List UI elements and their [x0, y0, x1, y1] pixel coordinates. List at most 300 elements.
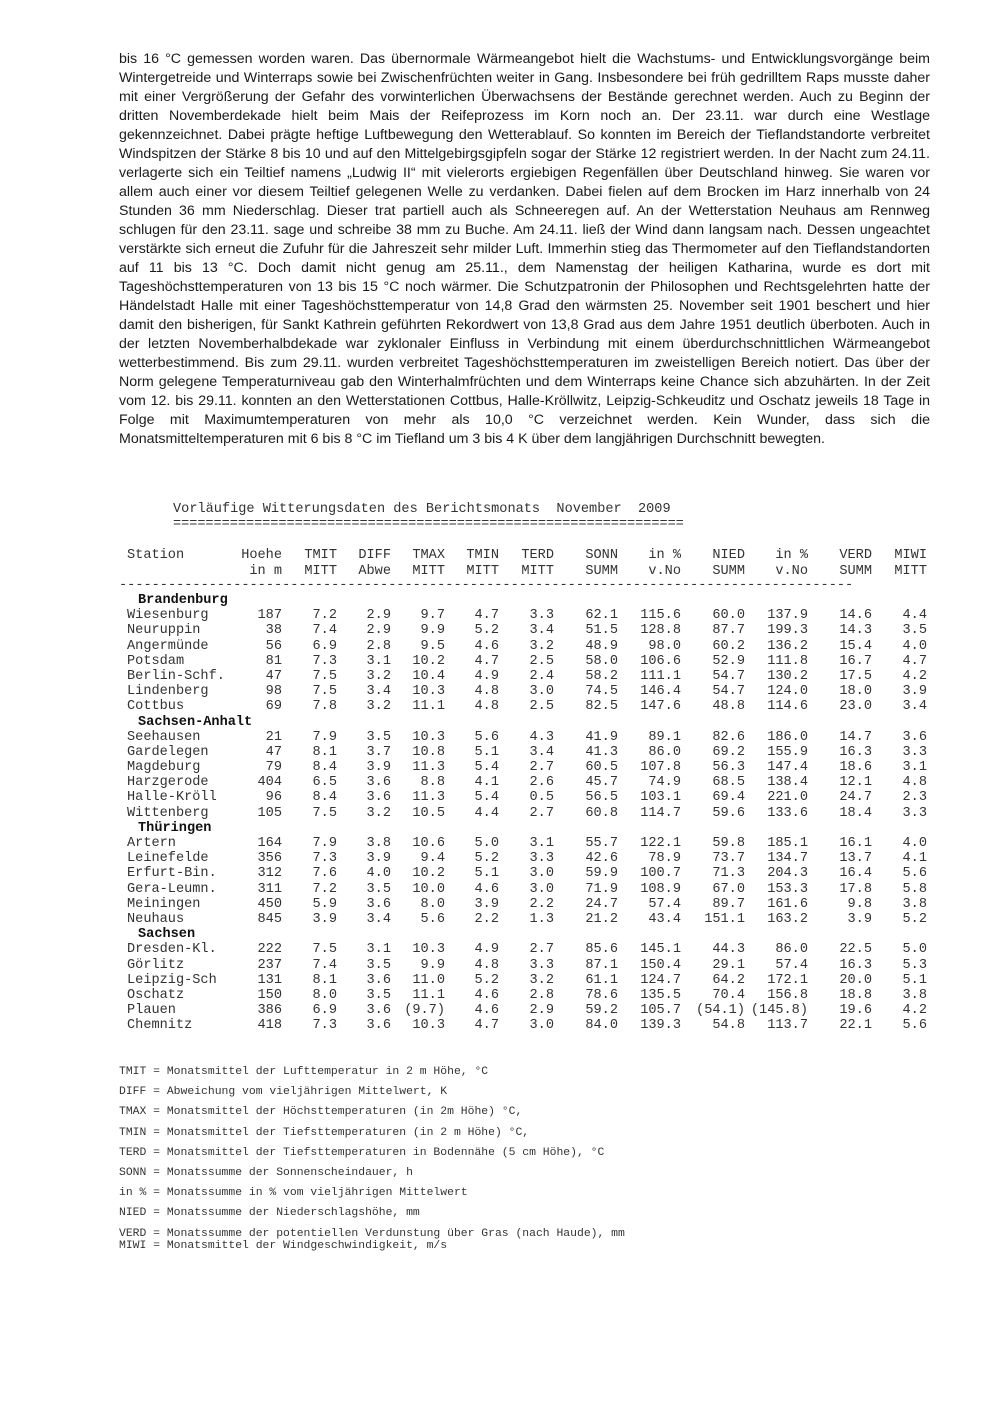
cell-sonn-pct: 98.0: [648, 638, 681, 654]
cell-diff: 3.1: [366, 942, 391, 958]
cell-nied: 29.1: [712, 957, 745, 973]
cell-tmin: 5.6: [474, 729, 499, 745]
cell-terd: 2.6: [529, 775, 554, 791]
cell-nied-pct: 156.8: [767, 987, 808, 1003]
cell-tmit: 7.3: [312, 851, 337, 867]
cell-station: Harzgerode: [127, 775, 209, 791]
cell-nied-pct: 111.8: [767, 653, 808, 669]
cell-terd: 1.3: [529, 911, 554, 927]
cell-diff: 3.2: [366, 805, 391, 821]
cell-miwi: 3.3: [902, 744, 927, 760]
cell-tmax: 10.2: [412, 866, 445, 882]
cell-verd: 16.1: [839, 836, 872, 851]
cell-hoehe: 69: [265, 699, 282, 715]
cell-verd: 14.7: [839, 729, 872, 745]
cell-station: Chemnitz: [127, 1018, 193, 1034]
cell-nied: (54.1): [696, 1003, 745, 1019]
cell-sonn: 60.8: [585, 805, 618, 821]
cell-station: Wiesenburg: [127, 608, 209, 624]
header-tmax-label: TMAX: [412, 548, 445, 563]
cell-terd: 2.7: [529, 805, 554, 821]
cell-hoehe: 56: [265, 638, 282, 654]
cell-sonn: 59.9: [585, 866, 618, 882]
cell-terd: 2.9: [529, 1003, 554, 1019]
cell-nied: 48.8: [712, 699, 745, 715]
cell-sonn: 21.2: [585, 911, 618, 927]
cell-verd: 16.4: [839, 866, 872, 882]
header-sonn-pct-label: in %: [648, 548, 681, 563]
cell-diff: 3.6: [366, 1018, 391, 1034]
cell-tmin: 4.7: [474, 608, 499, 624]
cell-sonn: 41.3: [585, 744, 618, 760]
cell-station: Artern: [127, 836, 176, 851]
table-row: [119, 760, 931, 775]
cell-tmin: 4.8: [474, 699, 499, 715]
table-row: [119, 790, 931, 805]
cell-tmit: 6.9: [312, 638, 337, 654]
cell-sonn-pct: 105.7: [640, 1003, 681, 1019]
cell-nied-pct: 137.9: [767, 608, 808, 624]
table-row: [119, 639, 931, 654]
table-row: [119, 882, 931, 897]
cell-tmax: 10.8: [412, 744, 445, 760]
header-sonn-pct-unit: v.No: [648, 563, 681, 579]
cell-nied: 67.0: [712, 881, 745, 897]
cell-nied: 73.7: [712, 851, 745, 867]
cell-miwi: 3.5: [902, 623, 927, 639]
cell-sonn: 82.5: [585, 699, 618, 715]
cell-tmax: 10.4: [412, 668, 445, 684]
cell-sonn-pct: 74.9: [648, 775, 681, 791]
cell-nied-pct: 133.6: [767, 805, 808, 821]
cell-terd: 3.4: [529, 623, 554, 639]
cell-sonn-pct: 150.4: [640, 957, 681, 973]
header-nied-label: NIED: [712, 548, 745, 563]
header-tmin-label: TMIN: [466, 548, 499, 563]
cell-sonn: 61.1: [585, 972, 618, 988]
table-row: [119, 851, 931, 866]
cell-tmax: 10.5: [412, 805, 445, 821]
cell-tmit: 7.5: [312, 668, 337, 684]
cell-tmin: 5.2: [474, 851, 499, 867]
cell-nied: 56.3: [712, 760, 745, 776]
cell-tmit: 7.9: [312, 836, 337, 851]
cell-tmit: 7.9: [312, 729, 337, 745]
cell-miwi: 5.6: [902, 866, 927, 882]
cell-miwi: 5.2: [902, 911, 927, 927]
cell-sonn: 55.7: [585, 836, 618, 851]
cell-sonn-pct: 128.8: [640, 623, 681, 639]
cell-tmax: 9.4: [420, 851, 445, 867]
cell-tmax: 10.3: [412, 684, 445, 700]
cell-hoehe: 47: [265, 668, 282, 684]
cell-station: Erfurt-Bin.: [127, 866, 217, 882]
cell-miwi: 4.2: [902, 1003, 927, 1019]
cell-miwi: 4.0: [902, 836, 927, 851]
table-row: [119, 608, 931, 623]
cell-sonn-pct: 135.5: [640, 987, 681, 1003]
cell-tmit: 8.4: [312, 760, 337, 776]
body-text: [119, 50, 930, 449]
cell-sonn: 62.1: [585, 608, 618, 624]
cell-station: Magdeburg: [127, 760, 201, 776]
table-row: [119, 699, 931, 714]
cell-tmin: 5.2: [474, 623, 499, 639]
cell-verd: 16.7: [839, 653, 872, 669]
header-tmax-unit: MITT: [412, 563, 445, 579]
cell-station: Halle-Kröll: [127, 790, 217, 806]
cell-verd: 16.3: [839, 957, 872, 973]
cell-sonn: 45.7: [585, 775, 618, 791]
table-row: [119, 988, 931, 1003]
cell-tmin: 5.4: [474, 790, 499, 806]
cell-nied-pct: (145.8): [750, 1003, 808, 1019]
cell-nied-pct: 155.9: [767, 744, 808, 760]
legend-line: TERD = Monatsmittel der Tiefsttemperaturen in Bodennähe (5 cm Höhe), °C: [119, 1146, 605, 1159]
cell-nied: 54.7: [712, 684, 745, 700]
cell-nied: 52.9: [712, 653, 745, 669]
cell-tmin: 4.7: [474, 653, 499, 669]
cell-sonn: 48.9: [585, 638, 618, 654]
cell-sonn-pct: 111.1: [640, 668, 681, 684]
cell-tmit: 7.2: [312, 608, 337, 624]
cell-tmax: (9.7): [404, 1003, 445, 1019]
legend-line: TMAX = Monatsmittel der Höchsttemperaturen (in 2m Höhe) °C,: [119, 1106, 523, 1119]
cell-tmax: 10.3: [412, 1018, 445, 1034]
header-nied-pct-unit: v.No: [775, 563, 808, 579]
cell-tmit: 3.9: [312, 911, 337, 927]
header-diff-label: DIFF: [358, 548, 391, 563]
cell-tmax: 11.0: [412, 972, 445, 988]
cell-tmax: 11.1: [412, 987, 445, 1003]
cell-tmax: 9.7: [420, 608, 445, 624]
cell-sonn-pct: 114.7: [640, 805, 681, 821]
cell-diff: 3.6: [366, 790, 391, 806]
cell-verd: 22.1: [839, 1018, 872, 1034]
cell-nied-pct: 86.0: [775, 942, 808, 958]
cell-nied: 87.7: [712, 623, 745, 639]
cell-station: Seehausen: [127, 729, 201, 745]
cell-tmax: 10.6: [412, 836, 445, 851]
cell-verd: 23.0: [839, 699, 872, 715]
cell-miwi: 3.6: [902, 729, 927, 745]
region-heading: Thüringen: [138, 820, 212, 836]
legend-line: VERD = Monatssumme der potentiellen Verdunstung über Gras (nach Haude), mm: [119, 1227, 625, 1240]
cell-sonn: 42.6: [585, 851, 618, 867]
cell-nied: 89.7: [712, 896, 745, 912]
cell-nied-pct: 134.7: [767, 851, 808, 867]
cell-sonn: 58.2: [585, 668, 618, 684]
cell-diff: 3.6: [366, 896, 391, 912]
cell-diff: 3.6: [366, 1003, 391, 1019]
cell-sonn-pct: 103.1: [640, 790, 681, 806]
cell-verd: 12.1: [839, 775, 872, 791]
header-terd-label: TERD: [521, 548, 554, 563]
cell-diff: 3.7: [366, 744, 391, 760]
cell-tmin: 5.4: [474, 760, 499, 776]
cell-hoehe: 386: [257, 1003, 282, 1019]
cell-sonn: 74.5: [585, 684, 618, 700]
cell-tmit: 7.5: [312, 805, 337, 821]
cell-verd: 18.0: [839, 684, 872, 700]
cell-sonn: 51.5: [585, 623, 618, 639]
cell-tmit: 5.9: [312, 896, 337, 912]
cell-sonn: 56.5: [585, 790, 618, 806]
cell-verd: 15.4: [839, 638, 872, 654]
cell-sonn: 87.1: [585, 957, 618, 973]
header-tmin-unit: MITT: [466, 563, 499, 579]
cell-diff: 3.5: [366, 881, 391, 897]
cell-tmax: 10.3: [412, 729, 445, 745]
cell-terd: 2.7: [529, 942, 554, 958]
cell-hoehe: 418: [257, 1018, 282, 1034]
cell-tmax: 9.9: [420, 957, 445, 973]
cell-terd: 2.8: [529, 987, 554, 1003]
cell-tmin: 4.8: [474, 684, 499, 700]
cell-verd: 3.9: [847, 911, 872, 927]
header-miwi-label: MIWI: [894, 548, 927, 563]
cell-tmit: 7.3: [312, 1018, 337, 1034]
cell-hoehe: 164: [257, 836, 282, 851]
cell-nied-pct: 113.7: [767, 1018, 808, 1034]
cell-nied-pct: 172.1: [767, 972, 808, 988]
table-title: Vorläufige Witterungsdaten des Berichtsmonats November 2009: [173, 502, 671, 517]
table-row: [119, 836, 931, 851]
cell-station: Oschatz: [127, 987, 185, 1003]
cell-tmit: 8.1: [312, 744, 337, 760]
cell-station: Berlin-Schf.: [127, 668, 225, 684]
cell-station: Gardelegen: [127, 744, 209, 760]
cell-terd: 2.5: [529, 699, 554, 715]
cell-diff: 3.6: [366, 775, 391, 791]
cell-miwi: 4.1: [902, 851, 927, 867]
cell-hoehe: 47: [265, 744, 282, 760]
table-row: [119, 912, 931, 927]
cell-tmin: 4.4: [474, 805, 499, 821]
cell-miwi: 3.9: [902, 684, 927, 700]
cell-terd: 3.4: [529, 744, 554, 760]
cell-diff: 3.2: [366, 699, 391, 715]
cell-nied: 68.5: [712, 775, 745, 791]
cell-hoehe: 845: [257, 911, 282, 927]
cell-tmit: 7.6: [312, 866, 337, 882]
cell-nied: 70.4: [712, 987, 745, 1003]
cell-terd: 3.0: [529, 866, 554, 882]
cell-tmax: 11.1: [412, 699, 445, 715]
table-row: [119, 684, 931, 699]
cell-sonn-pct: 122.1: [640, 836, 681, 851]
cell-nied: 44.3: [712, 942, 745, 958]
cell-sonn-pct: 145.1: [640, 942, 681, 958]
cell-verd: 13.7: [839, 851, 872, 867]
cell-nied-pct: 204.3: [767, 866, 808, 882]
cell-tmit: 7.5: [312, 942, 337, 958]
region-heading: Brandenburg: [138, 593, 228, 608]
header-terd-unit: MITT: [521, 563, 554, 579]
cell-sonn: 71.9: [585, 881, 618, 897]
cell-verd: 14.6: [839, 608, 872, 624]
cell-nied-pct: 161.6: [767, 896, 808, 912]
cell-tmit: 8.4: [312, 790, 337, 806]
cell-miwi: 5.6: [902, 1018, 927, 1034]
cell-diff: 3.4: [366, 684, 391, 700]
cell-verd: 18.4: [839, 805, 872, 821]
body-paragraph: bis 16 °C gemessen worden waren. Das übernormale Wärmeangebot hielt die Wachstums- und Entwicklungsvorgänge beim Wintergetreide und Winterraps sowie bei Zwischenfrüchten weiter in Gang. Insbesondere bei früh gedrilltem Raps musste daher mit einer Vergrößerung der Gefahr des vorwinterlichen Überwachsens der Bestände gerechnet werden. Auch zu Beginn der dritten Novemberdekade hielt beim Mais der Reifeprozess im Korn noch an. Der 23.11. war durch eine Westlage gekennzeichnet. Dabei prägte heftige Luftbewegung den Wetterablauf. So konnten im Bereich der Tieflandstandorte verbreitet Windspitzen der Stärke 8 bis 10 und auf den Mittelgebirgsgipfeln sogar der Stärke 12 registriert werden. In der Nacht zum 24.11. verlagerte sich ein Teiltief namens „Ludwig II“ mit vielerorts ergiebigen Regenfällen über Deutschland hinweg. Sie waren vor allem auch einer vor diesem Teiltief gelegenen Welle zu verdanken. Dabei fielen auf dem Brocken im Harz innerhalb von 24 Stunden 36 mm Niederschlag. Dieser trat partiell auch als Schneeregen auf. An der Wetterstation Neuhaus am Rennweg schlugen für den 23.11. sage und schreibe 38 mm zu Buche. Am 24.11. ließ der Wind dann langsam nach. Dessen ungeachtet verstärkte sich erneut die Zufuhr für die Jahreszeit sehr milder Luft. Immerhin stieg das Thermometer auf den Tieflandstandorten auf 11 bis 13 °C. Doch damit nicht genug am 25.11., dem Namenstag der heiligen Katharina, wurde es dort mit Tageshöchsttemperaturen von 13 bis 15 °C noch wärmer. Die Schutzpatronin der Philosophen und Rechtsgelehrten hatte der Händelstadt Halle mit einer Tageshöchsttemperatur von 14,8 Grad den wärmsten 25. November seit 1901 beschert und hier damit den bisherigen, für Sankt Kathrein geführten Rekordwert von 13,8 Grad aus dem Jahre 1951 deutlich überboten. Auch in der letzten Novemberhalbdekade war zyklonaler Einfluss in Verbindung mit einem überdurchschnittlichen Wärmeangebot wetterbestimmend. Bis zum 29.11. wurden verbreitet Tageshöchsttemperaturen im zweistelligen Bereich notiert. Das über der Norm gelegene Temperaturniveau gab den Winterhalmfrüchten und dem Winterraps keine Chance sich abzuhärten. In der Zeit vom 12. bis 29.11. konnten an den Wetterstationen Cottbus, Halle-Kröllwitz, Leipzig-Schkeuditz und Oschatz jeweils 18 Tage in Folge mit Maximumtemperaturen von mehr als 10,0 °C verzeichnet werden. Kein Wunder, dass sich die Monatsmitteltemperaturen mit 6 bis 8 °C im Tiefland um 3 bis 4 K über dem langjährigen Durchschnitt bewegten.: [119, 51, 930, 447]
cell-sonn-pct: 115.6: [640, 608, 681, 624]
cell-verd: 9.8: [847, 896, 872, 912]
cell-verd: 18.6: [839, 760, 872, 776]
legend-line: SONN = Monatssumme der Sonnenscheindauer, h: [119, 1166, 413, 1179]
cell-terd: 2.4: [529, 668, 554, 684]
cell-terd: 2.7: [529, 760, 554, 776]
cell-nied-pct: 163.2: [767, 911, 808, 927]
legend-line: in % = Monatssumme in % vom vieljährigen Mittelwert: [119, 1187, 468, 1200]
cell-tmit: 7.2: [312, 881, 337, 897]
cell-hoehe: 96: [265, 790, 282, 806]
cell-miwi: 4.7: [902, 653, 927, 669]
cell-verd: 14.3: [839, 623, 872, 639]
cell-verd: 17.5: [839, 668, 872, 684]
table-title-rule: ===============================================================: [173, 517, 684, 532]
cell-hoehe: 79: [265, 760, 282, 776]
cell-diff: 2.9: [366, 623, 391, 639]
cell-terd: 3.3: [529, 608, 554, 624]
cell-terd: 2.5: [529, 653, 554, 669]
table-row: [119, 1018, 931, 1033]
cell-sonn: 78.6: [585, 987, 618, 1003]
cell-nied-pct: 147.4: [767, 760, 808, 776]
table-row: [119, 897, 931, 912]
cell-tmin: 4.7: [474, 1018, 499, 1034]
cell-hoehe: 312: [257, 866, 282, 882]
cell-tmax: 8.8: [420, 775, 445, 791]
cell-station: Wittenberg: [127, 805, 209, 821]
legend-line: NIED = Monatssumme der Niederschlagshöhe, mm: [119, 1207, 420, 1220]
table-row: [119, 669, 931, 684]
cell-nied: 54.7: [712, 668, 745, 684]
cell-miwi: 5.1: [902, 972, 927, 988]
cell-nied-pct: 153.3: [767, 881, 808, 897]
cell-station: Leinefelde: [127, 851, 209, 867]
cell-terd: 3.2: [529, 972, 554, 988]
cell-hoehe: 450: [257, 896, 282, 912]
cell-nied-pct: 114.6: [767, 699, 808, 715]
cell-nied: 59.8: [712, 836, 745, 851]
cell-nied: 60.0: [712, 608, 745, 624]
cell-nied: 82.6: [712, 729, 745, 745]
cell-nied: 69.2: [712, 744, 745, 760]
cell-nied-pct: 185.1: [767, 836, 808, 851]
cell-sonn-pct: 78.9: [648, 851, 681, 867]
cell-tmin: 5.2: [474, 972, 499, 988]
cell-tmin: 3.9: [474, 896, 499, 912]
cell-nied-pct: 138.4: [767, 775, 808, 791]
cell-nied-pct: 130.2: [767, 668, 808, 684]
cell-verd: 20.0: [839, 972, 872, 988]
header-station-label: Station: [127, 548, 185, 563]
cell-miwi: 2.3: [902, 790, 927, 806]
cell-tmin: 4.9: [474, 668, 499, 684]
cell-terd: 4.3: [529, 729, 554, 745]
cell-sonn-pct: 106.6: [640, 653, 681, 669]
cell-sonn-pct: 86.0: [648, 744, 681, 760]
cell-diff: 2.8: [366, 638, 391, 654]
cell-hoehe: 237: [257, 957, 282, 973]
cell-diff: 3.6: [366, 972, 391, 988]
cell-tmax: 8.0: [420, 896, 445, 912]
cell-station: Leipzig-Sch: [127, 972, 217, 988]
table-row: [119, 623, 931, 638]
cell-sonn: 85.6: [585, 942, 618, 958]
cell-station: Cottbus: [127, 699, 185, 715]
cell-nied-pct: 186.0: [767, 729, 808, 745]
cell-tmin: 4.6: [474, 881, 499, 897]
table-row: [119, 866, 931, 881]
cell-nied: 60.2: [712, 638, 745, 654]
cell-station: Meiningen: [127, 896, 201, 912]
table-row: [119, 942, 931, 957]
region-heading: Sachsen: [138, 927, 196, 943]
table-header-row-1: [119, 548, 931, 564]
cell-diff: 3.5: [366, 729, 391, 745]
cell-station: Plauen: [127, 1003, 176, 1019]
cell-verd: 22.5: [839, 942, 872, 958]
cell-verd: 18.8: [839, 987, 872, 1003]
legend-line: MIWI = Monatsmittel der Windgeschwindigkeit, m/s: [119, 1240, 448, 1252]
cell-diff: 3.1: [366, 653, 391, 669]
table-row: [119, 730, 931, 745]
cell-diff: 4.0: [366, 866, 391, 882]
cell-tmax: 10.0: [412, 881, 445, 897]
cell-tmax: 9.5: [420, 638, 445, 654]
cell-nied: 151.1: [704, 911, 745, 927]
header-diff-unit: Abwe: [358, 563, 391, 579]
cell-tmit: 7.5: [312, 684, 337, 700]
cell-hoehe: 105: [257, 805, 282, 821]
cell-tmin: 4.6: [474, 987, 499, 1003]
cell-tmin: 4.6: [474, 638, 499, 654]
cell-miwi: 4.2: [902, 668, 927, 684]
cell-sonn: 24.7: [585, 896, 618, 912]
header-tmit-label: TMIT: [304, 548, 337, 563]
cell-sonn: 41.9: [585, 729, 618, 745]
table-row: [119, 775, 931, 790]
cell-nied: 59.6: [712, 805, 745, 821]
cell-tmin: 5.1: [474, 744, 499, 760]
cell-tmax: 11.3: [412, 790, 445, 806]
legend-line: DIFF = Abweichung vom vieljährigen Mittelwert, K: [119, 1086, 448, 1099]
cell-verd: 16.3: [839, 744, 872, 760]
cell-nied-pct: 136.2: [767, 638, 808, 654]
cell-miwi: 4.4: [902, 608, 927, 624]
cell-tmax: 9.9: [420, 623, 445, 639]
cell-nied-pct: 199.3: [767, 623, 808, 639]
cell-nied-pct: 221.0: [767, 790, 808, 806]
cell-sonn: 59.2: [585, 1003, 618, 1019]
header-miwi-unit: MITT: [894, 563, 927, 579]
cell-tmin: 4.9: [474, 942, 499, 958]
cell-station: Dresden-Kl.: [127, 942, 217, 958]
cell-station: Angermünde: [127, 638, 209, 654]
cell-diff: 3.9: [366, 851, 391, 867]
cell-tmax: 10.2: [412, 653, 445, 669]
cell-terd: 3.1: [529, 836, 554, 851]
cell-station: Gera-Leumn.: [127, 881, 217, 897]
cell-nied: 54.8: [712, 1018, 745, 1034]
table-row: [119, 745, 931, 760]
cell-miwi: 3.8: [902, 896, 927, 912]
cell-tmit: 8.0: [312, 987, 337, 1003]
